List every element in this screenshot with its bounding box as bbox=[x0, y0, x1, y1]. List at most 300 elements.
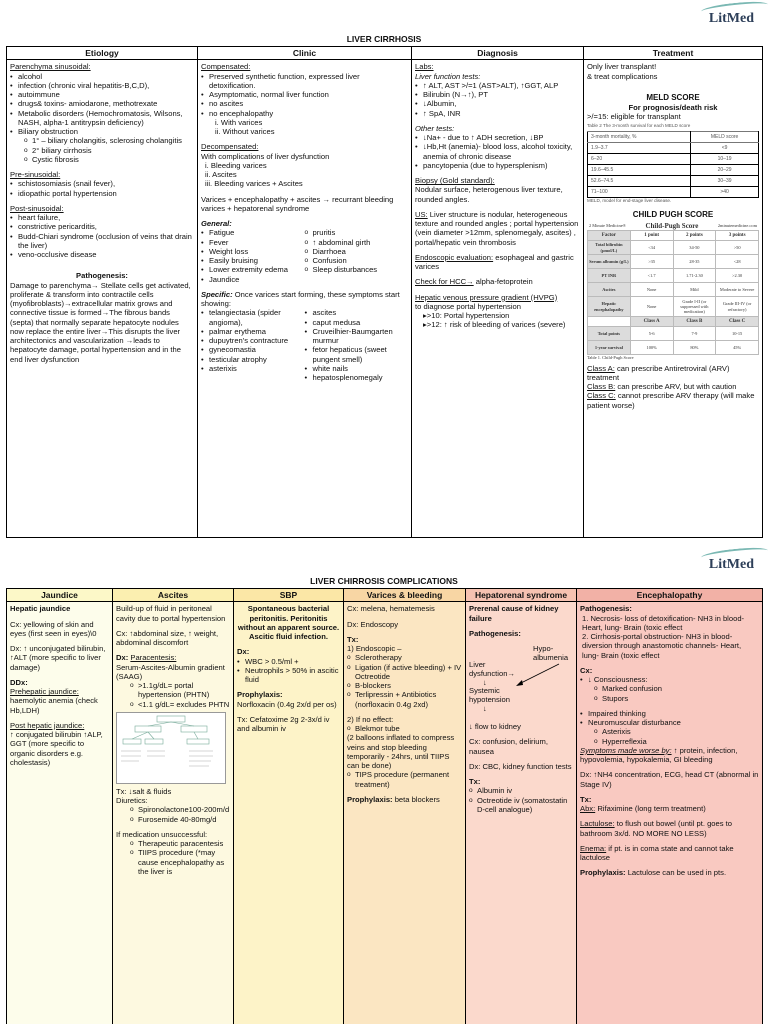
us-text bbox=[415, 210, 580, 247]
pathogenesis-heading: Pathogenesis: bbox=[76, 271, 128, 281]
class-c-text bbox=[587, 391, 759, 410]
header-sbp: SBP bbox=[234, 589, 344, 602]
list-item: • Weight loss bbox=[201, 247, 305, 256]
sbp-prophylaxis-text: Norfloxacin (0.4g 2x/d per os) bbox=[237, 699, 337, 709]
class-a-text bbox=[587, 364, 759, 383]
class-b-heading: Class B: bbox=[587, 382, 616, 392]
post-sinusoidal-list bbox=[10, 213, 194, 259]
class-b-text bbox=[587, 382, 759, 391]
varices-prophylaxis-body: beta blockers bbox=[392, 794, 440, 804]
pathogenesis-text: Damage to parenchyma→ Stellate cells get activated, proliferate & transform into contractile cells (myofibroblasts)→extracellular matrix grows and connective tissue is formed→The fibrous bands (septa) that normally separate hepatocyte nodules now replace the entire liver→This disrupts the liver architectonics and vascularization →leads to hepatocyte damage, portal hypertension and in the end liver dysfunction bbox=[10, 280, 191, 364]
varices-step1-list bbox=[347, 653, 462, 709]
litmed-logo: LitMed bbox=[709, 10, 754, 27]
cp-class-header: Class A bbox=[630, 317, 673, 327]
meld-cell: 19.6–45.5 bbox=[588, 164, 691, 175]
list-item: o ↑ abdominal girth bbox=[305, 238, 409, 247]
enceph-worse-heading: Symptoms made worse by: bbox=[580, 745, 672, 755]
specific-symptoms bbox=[201, 308, 408, 382]
list-item: • testicular atrophy bbox=[201, 355, 305, 364]
list-item: • ↑ SpA, INR bbox=[415, 109, 580, 118]
cp-col-header: 3 points bbox=[716, 231, 759, 241]
specific-intro bbox=[201, 290, 408, 309]
meld-cell: 30–39 bbox=[691, 176, 759, 187]
enceph-enema bbox=[580, 844, 759, 863]
table-row bbox=[588, 297, 759, 317]
header-diagnosis: Diagnosis bbox=[412, 47, 584, 60]
list-item: o Marked confusion bbox=[594, 684, 759, 693]
flow-down-arrow: ↓ bbox=[483, 678, 487, 688]
varices-step2-list bbox=[347, 724, 462, 733]
cp-class-header: Class C bbox=[716, 317, 759, 327]
jaundice-ddx: DDx: bbox=[10, 677, 28, 687]
hepatorenal-cx: Cx: confusion, delirium, nausea bbox=[469, 737, 548, 756]
cp-cell: Serum albumin (g/L) bbox=[588, 255, 631, 269]
cp-cell: Mild bbox=[673, 283, 716, 297]
varices-tx: Tx: bbox=[347, 634, 359, 644]
complications-table bbox=[6, 588, 763, 1024]
cp-cell: 7-9 bbox=[673, 327, 716, 341]
cp-cell: 5-6 bbox=[630, 327, 673, 341]
cirrhosis-table bbox=[6, 46, 763, 538]
list-item: • asterixis bbox=[201, 364, 305, 373]
meld-cell: 20–29 bbox=[691, 164, 759, 175]
table-row bbox=[588, 241, 759, 255]
posthepatic-text: ↑ conjugated bilirubin ↑ALP, GGT (more specific to organic disorders e.g. cholestasis) bbox=[10, 730, 103, 767]
list-item: • idiopathic portal hypertension bbox=[10, 189, 194, 198]
treatment-line: & treat complications bbox=[587, 71, 658, 81]
cp-cell: 28-35 bbox=[673, 255, 716, 269]
table-row bbox=[588, 269, 759, 283]
list-item: o Diarrhoea bbox=[305, 247, 409, 256]
meld-cell: 52.6–74.5 bbox=[588, 176, 691, 187]
list-item: o Blekmor tube bbox=[347, 724, 462, 733]
decompensated-list bbox=[201, 161, 408, 189]
enceph-neuro-list bbox=[580, 727, 759, 746]
sbp-tx: Tx: Cefatoxime 2g 2-3x/d iv and albumin iv bbox=[237, 714, 330, 734]
ascites-intro: Build-up of fluid in peritoneal cavity due to portal hypertension bbox=[116, 604, 226, 623]
enceph-consciousness-list bbox=[580, 684, 759, 703]
header-hepatorenal: Hepatorenal syndrome bbox=[466, 589, 577, 602]
table-row bbox=[588, 283, 759, 297]
flow-hypoalbumenia: Hypo-albumenia bbox=[533, 644, 569, 663]
list-item: o <1.1 g/dL= excludes PHTN bbox=[130, 700, 230, 709]
table-row bbox=[588, 153, 759, 164]
header-etiology: Etiology bbox=[7, 47, 198, 60]
meld-cell: >40 bbox=[691, 187, 759, 198]
list-item: • Lower extremity edema bbox=[201, 265, 305, 274]
enceph-enema-body: if pt. is in coma state and cannot take lactulose bbox=[580, 843, 734, 863]
list-item: • Easily bruising bbox=[201, 256, 305, 265]
list-item: o Therapeutic paracentesis bbox=[130, 839, 230, 848]
ascites-cell bbox=[113, 602, 234, 1024]
meld-table bbox=[587, 131, 759, 199]
list-item: i. Bleeding varices bbox=[205, 160, 267, 170]
list-item: • schistosomiasis (snail fever), bbox=[10, 179, 194, 188]
list-item: • autoimmune bbox=[10, 90, 194, 99]
clinic-cell bbox=[198, 60, 412, 538]
class-b-body: can prescribe ARV, but with caution bbox=[615, 382, 737, 392]
endoscopic-text bbox=[415, 253, 580, 272]
varices-tips-list bbox=[347, 770, 462, 789]
blekmor-text: (2 balloons inflated to compress veins and stop bleeding temporarily - 24hrs, until TIIPS can be done) bbox=[347, 733, 455, 771]
prehepatic-text: haemolytic anemia (check Hb,LDH) bbox=[10, 696, 98, 715]
list-item: • white nails bbox=[305, 364, 409, 373]
table-row bbox=[588, 187, 759, 198]
list-item: • telangiectasia (spider angioma), bbox=[201, 308, 305, 327]
cp-cell: Grade III-IV (or refractory) bbox=[716, 297, 759, 317]
meld-subtitle: For prognosis/death risk bbox=[628, 102, 718, 112]
page-complications bbox=[0, 548, 768, 1024]
flow-systemic: Systemic hypotension bbox=[469, 686, 510, 705]
child-pugh-title: CHILD PUGH SCORE bbox=[632, 209, 714, 219]
list-item: • ↓Na+ - due to ↑ ADH secretion, ↓BP bbox=[415, 133, 580, 142]
list-item: • fetor hepaticus (sweet pungent smell) bbox=[305, 345, 409, 364]
list-item: • alcohol bbox=[10, 72, 194, 81]
ascites-cx: Cx: ↑abdominal size, ↑ weight, abdominal discomfort bbox=[116, 628, 219, 648]
cp-cell: >2.30 bbox=[716, 269, 759, 283]
list-item: • Impaired thinking bbox=[580, 709, 759, 718]
list-item: o Hyperreflexia bbox=[594, 737, 759, 746]
varices-step2: 2) If no effect: bbox=[347, 714, 394, 724]
list-item: • dupuytren's contracture bbox=[201, 336, 305, 345]
cp-cell: >50 bbox=[716, 241, 759, 255]
list-item: o Stupors bbox=[594, 694, 759, 703]
varices-cx: Cx: melena, hematemesis bbox=[347, 604, 435, 614]
meld-cell: 71–100 bbox=[588, 187, 691, 198]
list-item: o Confusion bbox=[305, 256, 409, 265]
cp-cell: 1-year survival bbox=[588, 341, 631, 355]
page-title: LIVER CHIRROSIS COMPLICATIONS bbox=[310, 576, 458, 586]
list-item: o Sleep disturbances bbox=[305, 265, 409, 274]
cp-source-right: 2minutemedicine.com bbox=[717, 223, 757, 229]
varices-cell bbox=[344, 602, 466, 1024]
labs-heading: Labs: bbox=[415, 62, 434, 72]
compensated-heading: Compensated: bbox=[201, 62, 251, 72]
endoscopic-heading: Endoscopic evaluation: bbox=[415, 252, 494, 262]
enceph-prophylaxis bbox=[580, 868, 759, 877]
list-item: • Neuromuscular disturbance bbox=[580, 718, 759, 727]
decompensated-intro: With complications of liver dysfunction bbox=[201, 151, 330, 161]
parenchyma-list bbox=[10, 72, 194, 137]
biopsy-text: Nodular surface, heterogenous liver texture, rounded angles. bbox=[415, 185, 563, 204]
list-item: • constrictive pericarditis, bbox=[10, 222, 194, 231]
list-item: 2. Cirrhosis-portal obstruction- NH3 in blood- diversion through anastomotic channels- Heart, lung- Brain (toxic effect bbox=[582, 632, 742, 660]
header-treatment: Treatment bbox=[584, 47, 763, 60]
biliary-list bbox=[10, 136, 194, 164]
meld-cell: <9 bbox=[691, 142, 759, 153]
cp-cell: Total points bbox=[588, 327, 631, 341]
cp-cell: 45% bbox=[716, 341, 759, 355]
lft-list bbox=[415, 81, 580, 118]
list-item: o Terlipressin + Antibiotics (norfloxacin 0.4g 2xd) bbox=[347, 690, 462, 709]
list-item: • ↓Albumin, bbox=[415, 99, 580, 108]
list-item: • veno-occlusive disease bbox=[10, 250, 194, 259]
cp-col-header: 1 point bbox=[630, 231, 673, 241]
enceph-cx: Cx: bbox=[580, 665, 593, 675]
specific-heading: Specific: bbox=[201, 289, 233, 299]
enceph-lactulose-body: to flush out bowel (until pt. goes to bathroom 3x/d. NO MORE NO LESS) bbox=[580, 819, 732, 838]
cp-cell: None bbox=[630, 283, 673, 297]
header-encephalopathy: Encephalopathy bbox=[577, 589, 763, 602]
decompensated-heading: Decompensated: bbox=[201, 142, 259, 152]
enceph-lactulose-heading: Lactulose: bbox=[580, 819, 615, 829]
varices-step1: 1) Endoscopic – bbox=[347, 644, 402, 654]
cp-cell: Grade I-II (or suppressed with medication) bbox=[673, 297, 716, 317]
cp-cell: PT INR bbox=[588, 269, 631, 283]
list-item: • Preserved synthetic function, expressed liver detoxification. bbox=[201, 72, 408, 91]
endoscopic-body: esophageal and gastric varices bbox=[415, 252, 574, 272]
enceph-abx bbox=[580, 804, 759, 813]
list-item: • ↓Hb,Ht (anemia)- blood loss, alcohol toxicity, anemia of chronic disease bbox=[415, 142, 580, 161]
cp-caption: Table 1. Child-Pugh Score bbox=[587, 355, 634, 361]
enceph-lactulose bbox=[580, 819, 759, 838]
list-item: o >1.1g/dL= portal hypertension (PHTN) bbox=[130, 681, 230, 700]
cp-cell: >35 bbox=[630, 255, 673, 269]
table-row bbox=[588, 327, 759, 341]
list-item: • Metabolic disorders (Hemochromatosis, Wilsons, NASH, alpha-1 antitrypsin deficiency) bbox=[10, 109, 194, 128]
unsuccessful-list bbox=[116, 839, 230, 876]
flowchart-icon bbox=[117, 713, 225, 783]
diagnosis-cell bbox=[412, 60, 584, 538]
flow-arrow-icon bbox=[513, 662, 563, 688]
cp-cell: None bbox=[630, 297, 673, 317]
hepatorenal-flow bbox=[469, 638, 573, 712]
enceph-dx: Dx: ↑NH4 concentration, ECG, head CT (abnormal in Stage IV) bbox=[580, 770, 759, 789]
us-body: Liver structure is nodular, heterogeneous texture and rounded angles ; portal hypertension (vein diameter >12mm, splenomegaly, ascites) , portal/hepatic vein thrombosis bbox=[415, 209, 579, 247]
litmed-logo: LitMed bbox=[709, 556, 754, 573]
pre-sinusoidal-heading: Pre-sinusoidal: bbox=[10, 170, 61, 180]
parenchyma-heading: Parenchyma sinusoidal: bbox=[10, 62, 91, 72]
pre-sinusoidal-list bbox=[10, 179, 194, 198]
post-sinusoidal-heading: Post-sinusoidal: bbox=[10, 203, 64, 213]
list-item: • pancytopenia (due to hypersplenism) bbox=[415, 161, 580, 170]
enceph-consciousness bbox=[580, 675, 759, 684]
specific-text: Once varices start forming, these symptoms start showing: bbox=[201, 289, 400, 309]
meld-cell: 6–20 bbox=[588, 153, 691, 164]
list-item: • drugs& toxins- amiodarone, methotrexate bbox=[10, 99, 194, 108]
flow-kidney: ↓ flow to kidney bbox=[469, 722, 521, 732]
enceph-worse-body: ↑ protein, infection, hypovolemia, hypokalemia, GI bleeding bbox=[580, 745, 738, 765]
varices-prophylaxis bbox=[347, 795, 462, 804]
sbp-dx: Dx: bbox=[237, 647, 250, 657]
list-item: o Albumin iv bbox=[469, 786, 573, 795]
hepatorenal-tx-list bbox=[469, 786, 573, 814]
sbp-prophylaxis-heading: Prophylaxis: bbox=[237, 690, 283, 700]
list-item: • Bilirubin (N→↑), PT bbox=[415, 90, 580, 99]
hvpg-heading: Hepatic venous pressure gradient (HVPG) bbox=[415, 292, 558, 302]
enceph-prophylaxis-body: Lactulose can be used in pts. bbox=[625, 868, 727, 878]
list-item: • Biliary obstruction bbox=[10, 127, 194, 136]
list-item: o TIPS procedure (permanent treatment) bbox=[347, 770, 462, 789]
list-item: • infection (chronic viral hepatitis-B,C,D), bbox=[10, 81, 194, 90]
list-item: o TIIPS procedure (*may cause encephalopathy as the liver is bbox=[130, 848, 230, 876]
list-item: • ↑ ALT, AST >/=1 (AST>ALT), ↑GGT, ALP bbox=[415, 81, 580, 90]
meld-title: MELD SCORE bbox=[646, 92, 700, 102]
class-a-heading: Class A: bbox=[587, 363, 615, 373]
sbp-heading: Spontaneous bacterial peritonitis. Peritonitis without an apparent source. Ascitic fluid infection. bbox=[237, 604, 340, 642]
list-item: o Spironolactone100-200m/d bbox=[130, 805, 230, 814]
cp-cell: Total bilirubin (μmol/L) bbox=[588, 241, 631, 255]
list-item: o pruritis bbox=[305, 228, 409, 237]
varices-dx: Dx: Endoscopy bbox=[347, 619, 399, 629]
cp-cell: Hepatic encephalopathy bbox=[588, 297, 631, 317]
jaundice-cell bbox=[7, 602, 113, 1024]
enceph-abx-heading: Abx: bbox=[580, 804, 596, 814]
cp-class-header: Class B bbox=[673, 317, 716, 327]
sbp-dx-list bbox=[237, 657, 340, 685]
enceph-worse bbox=[580, 746, 759, 765]
header-ascites: Ascites bbox=[113, 589, 234, 602]
flow-liver: Liver dysfunction→ bbox=[469, 660, 516, 679]
hepatorenal-dx: Dx: CBC, kidney function tests bbox=[469, 761, 572, 771]
list-item: • ascites bbox=[305, 308, 409, 317]
jaundice-heading: Hepatic jaundice bbox=[10, 604, 71, 614]
cp-cell: <34 bbox=[630, 241, 673, 255]
enceph-prophylaxis-heading: Prophylaxis: bbox=[580, 868, 626, 878]
list-item: • Fever bbox=[201, 238, 305, 247]
prehepatic-heading: Prehepatic jaundice: bbox=[10, 687, 79, 697]
list-item: • Neutrophils > 50% in ascitic fluid bbox=[237, 666, 340, 685]
paracentesis-link: Paracentesis: bbox=[130, 653, 177, 663]
general-heading: General: bbox=[201, 219, 232, 229]
cp-col-header: Factor bbox=[588, 231, 631, 241]
list-item: o Octreotide iv (somatostatin D-cell analogue) bbox=[469, 796, 573, 815]
jaundice-cx: Cx: yellowing of skin and eyes (first seen in eyes)\0 bbox=[10, 619, 97, 638]
hvpg-text: to diagnose portal hypertension bbox=[415, 301, 521, 311]
list-item: o Ligation (if active bleeding) + IV Octreotide bbox=[347, 663, 462, 682]
meld-col-header: MELD score bbox=[691, 131, 759, 142]
cp-source-left: 2 Minute Medicine® bbox=[589, 223, 626, 229]
cp-cell: Ascites bbox=[588, 283, 631, 297]
etiology-cell bbox=[7, 60, 198, 538]
list-item: • palmar erythema bbox=[201, 327, 305, 336]
class-a-body: can prescribe Antiretroviral (ARV) treatment bbox=[587, 363, 730, 382]
cp-col-header: 2 points bbox=[673, 231, 716, 241]
list-item: • no ascites bbox=[201, 99, 408, 108]
table-row bbox=[588, 255, 759, 269]
list-item: • caput medusa bbox=[305, 318, 409, 327]
list-item: o Asterixis bbox=[594, 727, 759, 736]
page-title: LIVER CIRRHOSIS bbox=[346, 34, 422, 44]
flow-down-arrow: ↓ bbox=[483, 704, 487, 714]
biopsy-heading: Biopsy (Gold standard): bbox=[415, 176, 495, 186]
list-item: • Jaundice bbox=[201, 275, 305, 284]
lft-heading: Liver function tests: bbox=[415, 71, 481, 81]
sbp-cell bbox=[234, 602, 344, 1024]
cp-cell: <28 bbox=[716, 255, 759, 269]
class-c-heading: Class C: bbox=[587, 391, 616, 401]
ascites-tx: Tx: ↓salt & fluids bbox=[116, 786, 172, 796]
meld-caption: Table 2 The 3-month survival for each MELD score bbox=[587, 123, 691, 129]
list-item: • Budd-Chiari syndrome (occlusion of veins that drain the liver) bbox=[10, 232, 194, 251]
list-item: • Fatigue bbox=[201, 228, 305, 237]
header-jaundice: Jaundice bbox=[7, 589, 113, 602]
encephalopathy-cell bbox=[577, 602, 763, 1024]
meld-cell: 1.9–3.7 bbox=[588, 142, 691, 153]
hepatorenal-tx: Tx: bbox=[469, 777, 481, 787]
us-heading: US: bbox=[415, 209, 428, 219]
list-item: ii. Ascites bbox=[205, 170, 237, 180]
ascites-dx-heading: Dx: bbox=[116, 653, 129, 663]
table-row bbox=[588, 176, 759, 187]
list-item: o Cystic fibrosis bbox=[24, 155, 194, 164]
treatment-cell bbox=[584, 60, 763, 538]
ascites-dx bbox=[116, 653, 230, 662]
list-item: ii. Without varices bbox=[215, 127, 275, 137]
enceph-abx-body: Rifaximine (long term treatment) bbox=[595, 804, 706, 814]
list-item: • WBC > 0.5/ml + bbox=[237, 657, 340, 666]
cp-class-header bbox=[588, 317, 631, 327]
meld-note: MELD, model for end-stage liver disease. bbox=[587, 198, 672, 204]
list-item: o 1° – biliary cholangitis, sclerosing cholangitis bbox=[24, 136, 194, 145]
list-item: o 2° biliary cirrhosis bbox=[24, 146, 194, 155]
list-item: • heart failure, bbox=[10, 213, 194, 222]
compensated-sub bbox=[201, 118, 408, 137]
table-row bbox=[588, 142, 759, 153]
list-item: • gynecomastia bbox=[201, 345, 305, 354]
hvpg-list bbox=[415, 311, 580, 330]
cp-cell: Moderate to Severe bbox=[716, 283, 759, 297]
cp-cell: <1.7 bbox=[630, 269, 673, 283]
meld-rule: >/=15: eligible for transplant bbox=[587, 111, 681, 121]
list-item: ▸>12: ↑ risk of bleeding of varices (severe) bbox=[423, 320, 566, 330]
treatment-line: Only liver transplant! bbox=[587, 62, 657, 72]
general-symptoms bbox=[201, 228, 408, 284]
list-item: • Asymptomatic, normal liver function bbox=[201, 90, 408, 99]
enceph-pathogenesis: Pathogenesis: bbox=[580, 604, 632, 614]
list-item: ▸>10: Portal hypertension bbox=[423, 311, 510, 321]
cp-cell: 1.71-2.30 bbox=[673, 269, 716, 283]
cp-cell: 80% bbox=[673, 341, 716, 355]
saag-text: Serum-Ascites-Albumin gradient (SAAG) bbox=[116, 662, 225, 681]
table-row bbox=[588, 164, 759, 175]
table-row bbox=[588, 341, 759, 355]
child-pugh-figure bbox=[587, 222, 759, 361]
saag-list bbox=[116, 681, 230, 709]
other-tests-list bbox=[415, 133, 580, 170]
cp-name: Child-Pugh Score bbox=[645, 221, 699, 230]
enceph-enema-heading: Enema: bbox=[580, 843, 607, 853]
other-tests-heading: Other tests: bbox=[415, 123, 455, 133]
hcc-heading: Check for HCC→ bbox=[415, 277, 474, 287]
varices-prophylaxis-heading: Prophylaxis: bbox=[347, 794, 393, 804]
list-item: • ↓ Consciousness: bbox=[580, 675, 759, 684]
saag-flowchart-image bbox=[116, 712, 226, 784]
diuretics-list bbox=[116, 805, 230, 824]
cp-cell: 10-15 bbox=[716, 327, 759, 341]
jaundice-dx: Dx: ↑ unconjugated bilirubin, ↑ALT (more specific to liver damage) bbox=[10, 644, 106, 672]
list-item: o Sclerotherapy bbox=[347, 653, 462, 662]
list-item: 1. Necrosis- loss of detoxification- NH3 in blood- Heart, lung- Brain (toxic effect bbox=[582, 613, 745, 632]
list-item: iii. Bleeding varices + Ascites bbox=[205, 179, 303, 189]
hepatorenal-pathogenesis: Pathogenesis: bbox=[469, 628, 521, 638]
header-clinic: Clinic bbox=[198, 47, 412, 60]
child-pugh-table bbox=[587, 230, 759, 355]
meld-cell: 10–19 bbox=[691, 153, 759, 164]
hcc-body: alpha-fetoprotein bbox=[473, 277, 533, 287]
hcc-text bbox=[415, 277, 580, 286]
list-item: o Furosemide 40-80mg/d bbox=[130, 815, 230, 824]
list-item: o B-blockers bbox=[347, 681, 462, 690]
diuretics-heading: Diuretics: bbox=[116, 796, 148, 806]
list-item: i. With varices bbox=[215, 117, 263, 127]
posthepatic-heading: Post hepatic jaundice: bbox=[10, 720, 85, 730]
hepatorenal-cell bbox=[466, 602, 577, 1024]
class-c-body: cannot prescribe ARV therapy (will make patient worse) bbox=[587, 391, 755, 410]
cp-cell: 34-50 bbox=[673, 241, 716, 255]
header-varices: Varices & bleeding bbox=[344, 589, 466, 602]
meld-col-header: 3-month mortality, % bbox=[588, 131, 691, 142]
